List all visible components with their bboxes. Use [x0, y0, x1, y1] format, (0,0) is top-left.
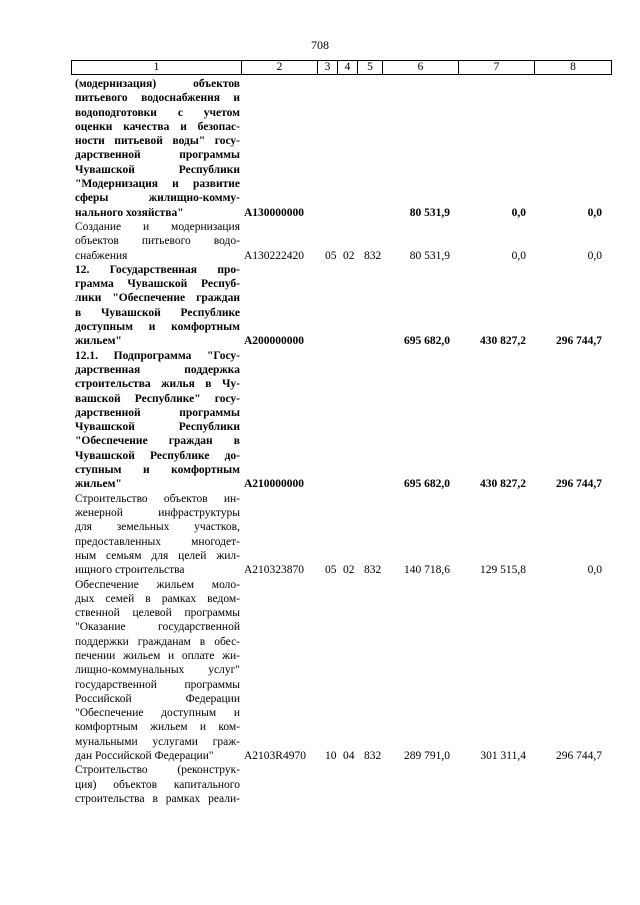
row-description — [75, 220, 240, 263]
row-description — [75, 492, 240, 578]
description-line: 12. Государственная про- — [75, 263, 240, 276]
column-header-2: 2 — [242, 61, 318, 75]
description-line: дан Российской Федерации" — [75, 750, 214, 763]
description-line: женерной инфраструктуры — [75, 506, 240, 519]
description-line: нального хозяйства" — [75, 206, 184, 219]
row-description — [75, 263, 240, 349]
section-code: 05 — [325, 564, 337, 577]
amount-col-7: 430 827,2 — [480, 335, 526, 348]
description-line: для земельных участков, — [75, 521, 240, 534]
description-line: Строительство объектов ин- — [75, 492, 240, 505]
amount-col-7: 430 827,2 — [480, 478, 526, 491]
amount-col-6: 140 718,6 — [404, 564, 450, 577]
budget-code: А210323870 — [244, 564, 305, 577]
description-line: объектов питьевого водо- — [75, 235, 240, 248]
page-number: 708 — [311, 38, 329, 52]
description-line: Чувашской Республике до- — [75, 449, 240, 462]
description-line: Российской Федерации — [75, 692, 240, 705]
description-line: вашской Республике" госу- — [75, 392, 240, 405]
description-line: Создание и модернизация — [75, 221, 240, 233]
row-description — [75, 77, 240, 220]
description-line: дарственной программы — [75, 149, 240, 162]
expense-type-code: 832 — [364, 750, 382, 763]
column-header-8: 8 — [535, 61, 612, 75]
description-line: питьевого водоснабжения и — [75, 92, 240, 105]
column-header-7: 7 — [459, 61, 535, 75]
amount-col-8: 296 744,7 — [556, 750, 602, 763]
column-header-row — [72, 61, 612, 75]
amount-col-6: 80 531,9 — [409, 249, 450, 262]
amount-col-7: 301 311,4 — [480, 750, 526, 763]
amount-col-7: 0,0 — [511, 249, 526, 262]
description-line: 12.1. Подпрограмма "Госу- — [75, 349, 240, 362]
budget-code: А210000000 — [244, 478, 305, 491]
description-line: Обеспечение жильем моло- — [75, 578, 240, 591]
description-line: дарственная поддержка — [75, 363, 240, 376]
description-line: строительства жилья в Чу- — [75, 378, 240, 391]
description-line: грамма Чувашской Респуб- — [75, 278, 240, 291]
description-line: доступным и комфортным — [75, 321, 240, 334]
description-line: мунальными услугами граж- — [75, 735, 240, 748]
description-line: ступным и комфортным — [75, 464, 240, 477]
description-line: водоподготовки с учетом — [75, 106, 240, 119]
section-code: 05 — [325, 249, 337, 262]
row-description — [75, 349, 240, 492]
expense-type-code: 832 — [364, 564, 382, 577]
amount-col-8: 296 744,7 — [556, 335, 602, 348]
description-line: "Обеспечение граждан в — [75, 435, 240, 448]
amount-col-8: 0,0 — [587, 206, 602, 219]
description-line: ственной целевой программы — [75, 607, 240, 620]
budget-code: А130222420 — [244, 249, 305, 262]
description-line: дых семей в рамках ведом- — [75, 592, 240, 605]
amount-col-7: 129 515,8 — [480, 564, 526, 577]
table-row — [0, 77, 640, 220]
description-line: "Оказание государственной — [75, 621, 240, 634]
description-line: строительства в рамках реали- — [75, 792, 240, 805]
table-row — [0, 263, 640, 349]
expense-type-code: 832 — [364, 249, 382, 262]
description-line: государственной программы — [75, 678, 240, 691]
table-row — [0, 349, 640, 492]
amount-col-6: 80 531,9 — [409, 206, 450, 219]
column-header-5: 5 — [358, 61, 383, 75]
amount-col-6: 695 682,0 — [404, 478, 450, 491]
description-line: лики "Обеспечение граждан — [75, 292, 240, 305]
description-line: Чувашской Республики — [75, 163, 240, 176]
description-line: жильем" — [75, 335, 122, 348]
amount-col-6: 289 791,0 — [404, 750, 450, 763]
budget-code: А130000000 — [244, 206, 305, 219]
section-code: 10 — [325, 750, 337, 763]
description-line: снабжения — [75, 249, 128, 262]
description-line: ным семьям для целей жил- — [75, 549, 240, 562]
description-line: ности питьевой воды" госу- — [75, 135, 240, 148]
description-line: комфортным жильем и ком- — [75, 721, 240, 734]
description-line: оценки качества и безопас- — [75, 120, 240, 133]
amount-col-7: 0,0 — [511, 206, 526, 219]
subsection-code: 02 — [343, 564, 355, 577]
column-header-4: 4 — [338, 61, 358, 75]
budget-code: А2103R4970 — [244, 750, 306, 763]
description-line: поддержки гражданам в обес- — [75, 635, 240, 648]
amount-col-8: 296 744,7 — [556, 478, 602, 491]
description-line: Чувашской Республики — [75, 421, 240, 434]
description-line: дарственной программы — [75, 406, 240, 419]
table-row — [0, 578, 640, 764]
column-header-1: 1 — [72, 61, 242, 75]
description-line: в Чувашской Республике — [75, 306, 240, 319]
description-line: лищно-коммунальных услуг" — [75, 664, 240, 677]
table-row — [0, 763, 640, 806]
amount-col-8: 0,0 — [587, 564, 602, 577]
description-line: "Обеспечение доступным и — [75, 707, 240, 720]
description-line: Строительство (реконструк- — [75, 764, 240, 777]
subsection-code: 04 — [343, 750, 355, 763]
amount-col-8: 0,0 — [587, 249, 602, 262]
description-line: ищного строительства — [75, 564, 185, 577]
subsection-code: 02 — [343, 249, 355, 262]
column-header-6: 6 — [383, 61, 459, 75]
row-description — [75, 763, 240, 806]
description-line: печении жильем и оплате жи- — [75, 649, 240, 662]
table-row — [0, 220, 640, 263]
description-line: (модернизация) объектов — [75, 78, 240, 90]
column-header-table — [71, 60, 612, 75]
row-description — [75, 578, 240, 764]
column-header-3: 3 — [318, 61, 338, 75]
table-row — [0, 492, 640, 578]
description-line: "Модернизация и развитие — [75, 178, 240, 191]
description-line: жильем" — [75, 478, 122, 491]
budget-code: А200000000 — [244, 335, 305, 348]
description-line: сферы жилищно-комму- — [75, 192, 240, 205]
amount-col-6: 695 682,0 — [404, 335, 450, 348]
description-line: предоставленных многодет- — [75, 535, 240, 548]
description-line: ция) объектов капитального — [75, 778, 240, 791]
